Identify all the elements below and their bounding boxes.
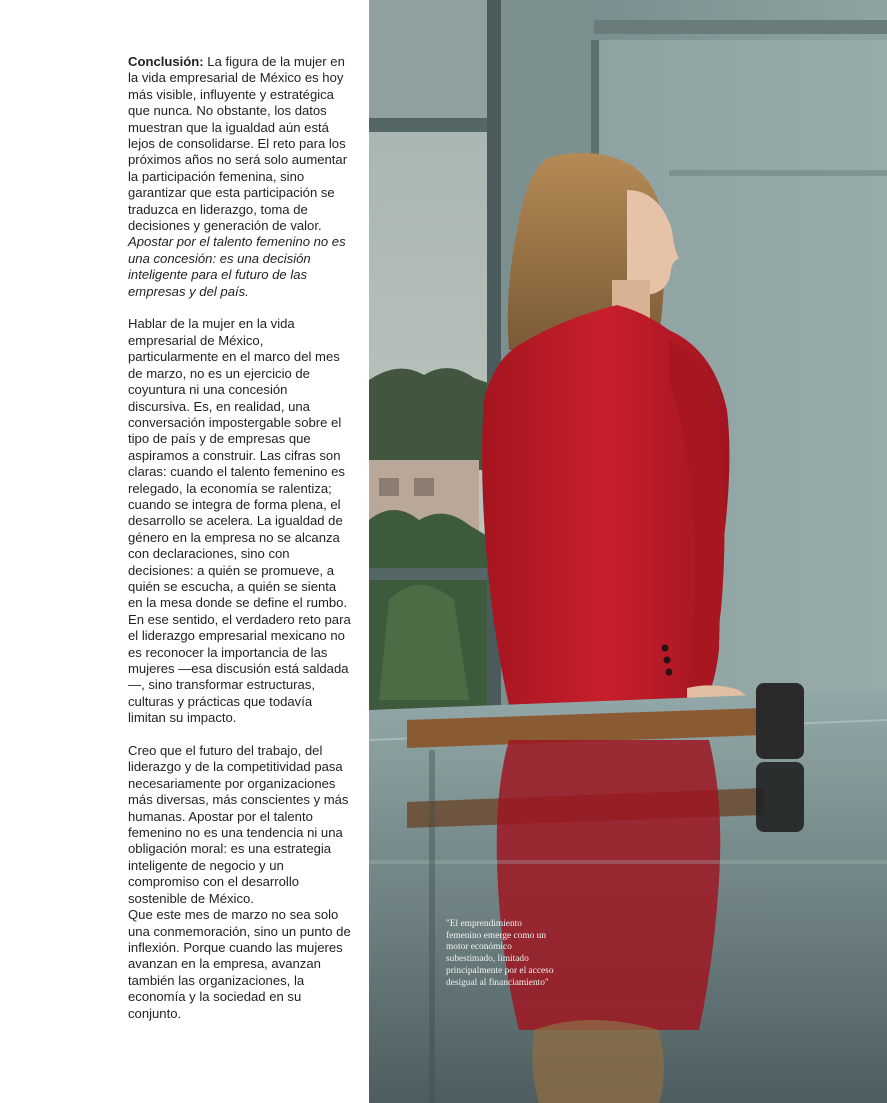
conclusion-quote: Apostar por el talento femenino no es una concesión: es una decisión inteligente para el futuro de las empresas y del país. (128, 234, 346, 299)
conclusion-label: Conclusión: (128, 54, 204, 69)
conclusion-body: La figura de la mujer en la vida empresarial de México es hoy más visible, influyente y estratégica que nunca. No obstante, los datos muestran que la igualdad aún está lejos de consolidarse. El reto para los próximos años no será solo aumentar la participación femenina, sino garantizar que esta participación se traduzca en liderazgo, toma de decisiones y generación de valor. (128, 54, 348, 234)
photo-caption: "El emprendimiento femenino emerge como un motor económico subestimado, limitado principalmente por el acceso desigual al financiamiento" (446, 919, 554, 988)
body-paragraph-2: Hablar de la mujer en la vida empresarial de México, particularmente en el marco del mes de marzo, no es un ejercicio de coyuntura ni una concesión discursiva. Es, en realidad, una conversación impostergable sobre el tipo de país y de empresas que aspiramos a construir. Las cifras son claras: cuando el talento femenino es relegado, la economía se ralentiza; cuando se integra de forma plena, el desarrollo se acelera. La igualdad de género en la empresa no se alcanza con declaraciones, sino con decisiones: a quién se promueve, a quién se escucha, a quién se sienta en la mesa donde se define el rumbo. En ese sentido, el verdadero reto para el liderazgo empresarial mexicano no es reconocer la importancia de las mujeres —esa discusión está saldada—, sino transformar estructuras, culturas y prácticas que todavía limitan su impacto. (128, 316, 351, 726)
body-paragraph-4: Que este mes de marzo no sea solo una conmemoración, sino un punto de inflexión. Porque cuando las mujeres avanzan en la empresa, avanzan también las organizaciones, la economía y la sociedad en su conjunto. (128, 907, 351, 1021)
article-column (128, 54, 352, 1022)
body-paragraph-3: Creo que el futuro del trabajo, del liderazgo y de la competitividad pasa necesariamente por organizaciones más diversas, más conscientes y más humanas. Apostar por el talento femenino no es una tendencia ni una obligación moral: es una estrategia inteligente de negocio y un compromiso con el desarrollo sostenible de México. (128, 743, 349, 906)
conclusion-paragraph (128, 54, 352, 300)
